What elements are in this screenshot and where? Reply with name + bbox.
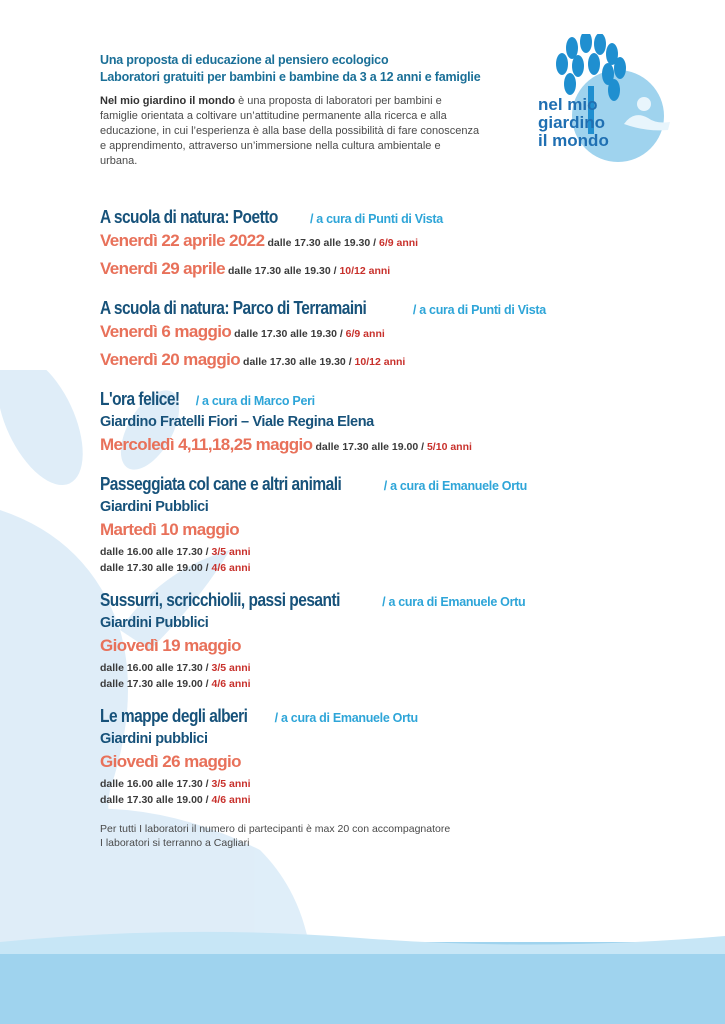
logo-line-2: giardino bbox=[538, 113, 606, 132]
intro-text: è una proposta di laboratori per bambini e famiglie orientata a coltivare un’attitudine permanente alla ricerca e alla educazione, in cui l’esperienza è alla base della possibilità di fare conoscenza e apprendimento, attraverso un’immersione nella cultura ambientale e urbana. bbox=[100, 95, 480, 167]
footer-line-1: Per tutti I laboratori il numero di partecipanti è max 20 con accompagnatore bbox=[100, 823, 451, 835]
slot-age: 3/5 anni bbox=[211, 778, 251, 790]
event-time: dalle 17.30 alle 19.30 / bbox=[227, 265, 340, 277]
event-age: 5/10 anni bbox=[426, 441, 472, 453]
event-time: dalle 17.30 alle 19.00 / bbox=[315, 441, 427, 453]
event-venue: Giardino Fratelli Fiori – Viale Regina Elena bbox=[100, 414, 374, 430]
slot-time: dalle 17.30 alle 19.00 / bbox=[100, 562, 212, 574]
event-age: 6/9 anni bbox=[378, 237, 419, 249]
event-age: 10/12 anni bbox=[339, 265, 391, 277]
event-title: A scuola di natura: Parco di Terramaini bbox=[100, 298, 367, 318]
event-slot bbox=[100, 660, 660, 676]
event-curator: / a cura di Punti di Vista bbox=[409, 303, 546, 317]
tagline-1: Una proposta di educazione al pensiero ecologico bbox=[100, 53, 389, 67]
event-date-line bbox=[100, 749, 660, 776]
event-venue: Giardini Pubblici bbox=[100, 615, 209, 631]
slot-time: dalle 17.30 alle 19.00 / bbox=[100, 678, 212, 690]
event-5 bbox=[100, 590, 660, 692]
event-time: dalle 17.30 alle 19.30 / bbox=[243, 356, 355, 368]
event-4 bbox=[100, 474, 660, 576]
event-venue: Giardini pubblici bbox=[100, 731, 208, 747]
event-date: Martedì 10 maggio bbox=[100, 520, 240, 539]
slot-age: 3/5 anni bbox=[211, 546, 251, 558]
project-logo bbox=[532, 34, 682, 164]
event-date-line bbox=[100, 256, 660, 284]
event-curator: / a cura di Marco Peri bbox=[192, 394, 315, 408]
logo-line-3: il mondo bbox=[538, 131, 609, 150]
event-slot bbox=[100, 776, 660, 792]
tagline-2: Laboratori gratuiti per bambini e bambine da 3 a 12 anni e famiglie bbox=[100, 70, 481, 84]
event-date: Venerdì 20 maggio bbox=[100, 350, 241, 369]
event-date: Venerdì 22 aprile 2022 bbox=[100, 231, 265, 250]
slot-age: 3/5 anni bbox=[211, 662, 251, 674]
intro-bold: Nel mio giardino il mondo bbox=[100, 95, 236, 107]
event-age: 10/12 anni bbox=[354, 356, 406, 368]
logo-line-1: nel mio bbox=[538, 95, 598, 114]
event-date-line bbox=[100, 432, 660, 460]
event-venue: Giardini Pubblici bbox=[100, 499, 209, 515]
slot-age: 4/6 anni bbox=[211, 678, 251, 690]
event-date-line bbox=[100, 228, 660, 256]
event-title: Passeggiata col cane e altri animali bbox=[100, 474, 342, 494]
event-2 bbox=[100, 298, 660, 375]
event-slot bbox=[100, 792, 660, 808]
event-curator: / a cura di Emanuele Ortu bbox=[378, 595, 526, 609]
event-curator: / a cura di Emanuele Ortu bbox=[271, 711, 418, 725]
slot-time: dalle 17.30 alle 19.00 / bbox=[100, 794, 212, 806]
event-date-line bbox=[100, 347, 660, 375]
event-1 bbox=[100, 207, 660, 284]
event-date-line bbox=[100, 319, 660, 347]
event-time: dalle 17.30 alle 19.30 / bbox=[234, 328, 346, 340]
slot-time: dalle 16.00 alle 17.30 / bbox=[100, 546, 212, 558]
event-title: A scuola di natura: Poetto bbox=[100, 207, 278, 227]
event-time: dalle 17.30 alle 19.30 / bbox=[267, 237, 379, 249]
event-date: Venerdì 29 aprile bbox=[100, 259, 225, 278]
bottom-band bbox=[0, 942, 725, 1024]
event-slot bbox=[100, 544, 660, 560]
event-6 bbox=[100, 706, 660, 808]
event-3 bbox=[100, 389, 660, 460]
event-date: Venerdì 6 maggio bbox=[100, 322, 232, 341]
event-date: Giovedì 26 maggio bbox=[100, 752, 241, 771]
event-curator: / a cura di Punti di Vista bbox=[306, 212, 443, 226]
slot-time: dalle 16.00 alle 17.30 / bbox=[100, 662, 212, 674]
wave-decoration bbox=[0, 924, 725, 954]
event-title: Sussurri, scricchiolii, passi pesanti bbox=[100, 590, 340, 610]
footer-line-2: I laboratori si terranno a Cagliari bbox=[100, 837, 250, 849]
event-date: Giovedì 19 maggio bbox=[100, 636, 241, 655]
slot-age: 4/6 anni bbox=[211, 562, 251, 574]
event-date: Mercoledì 4,11,18,25 maggio bbox=[100, 435, 313, 454]
event-title: Le mappe degli alberi bbox=[100, 706, 248, 726]
events-list bbox=[100, 207, 660, 850]
event-title: L'ora felice! bbox=[100, 389, 180, 409]
event-slot bbox=[100, 676, 660, 692]
header bbox=[100, 52, 490, 169]
footer-notes bbox=[100, 822, 660, 850]
slot-age: 4/6 anni bbox=[211, 794, 251, 806]
event-slot bbox=[100, 560, 660, 576]
event-date-line bbox=[100, 517, 660, 544]
event-date-line bbox=[100, 633, 660, 660]
event-curator: / a cura di Emanuele Ortu bbox=[380, 479, 527, 493]
event-age: 6/9 anni bbox=[345, 328, 385, 340]
slot-time: dalle 16.00 alle 17.30 / bbox=[100, 778, 212, 790]
intro-paragraph bbox=[100, 94, 480, 169]
